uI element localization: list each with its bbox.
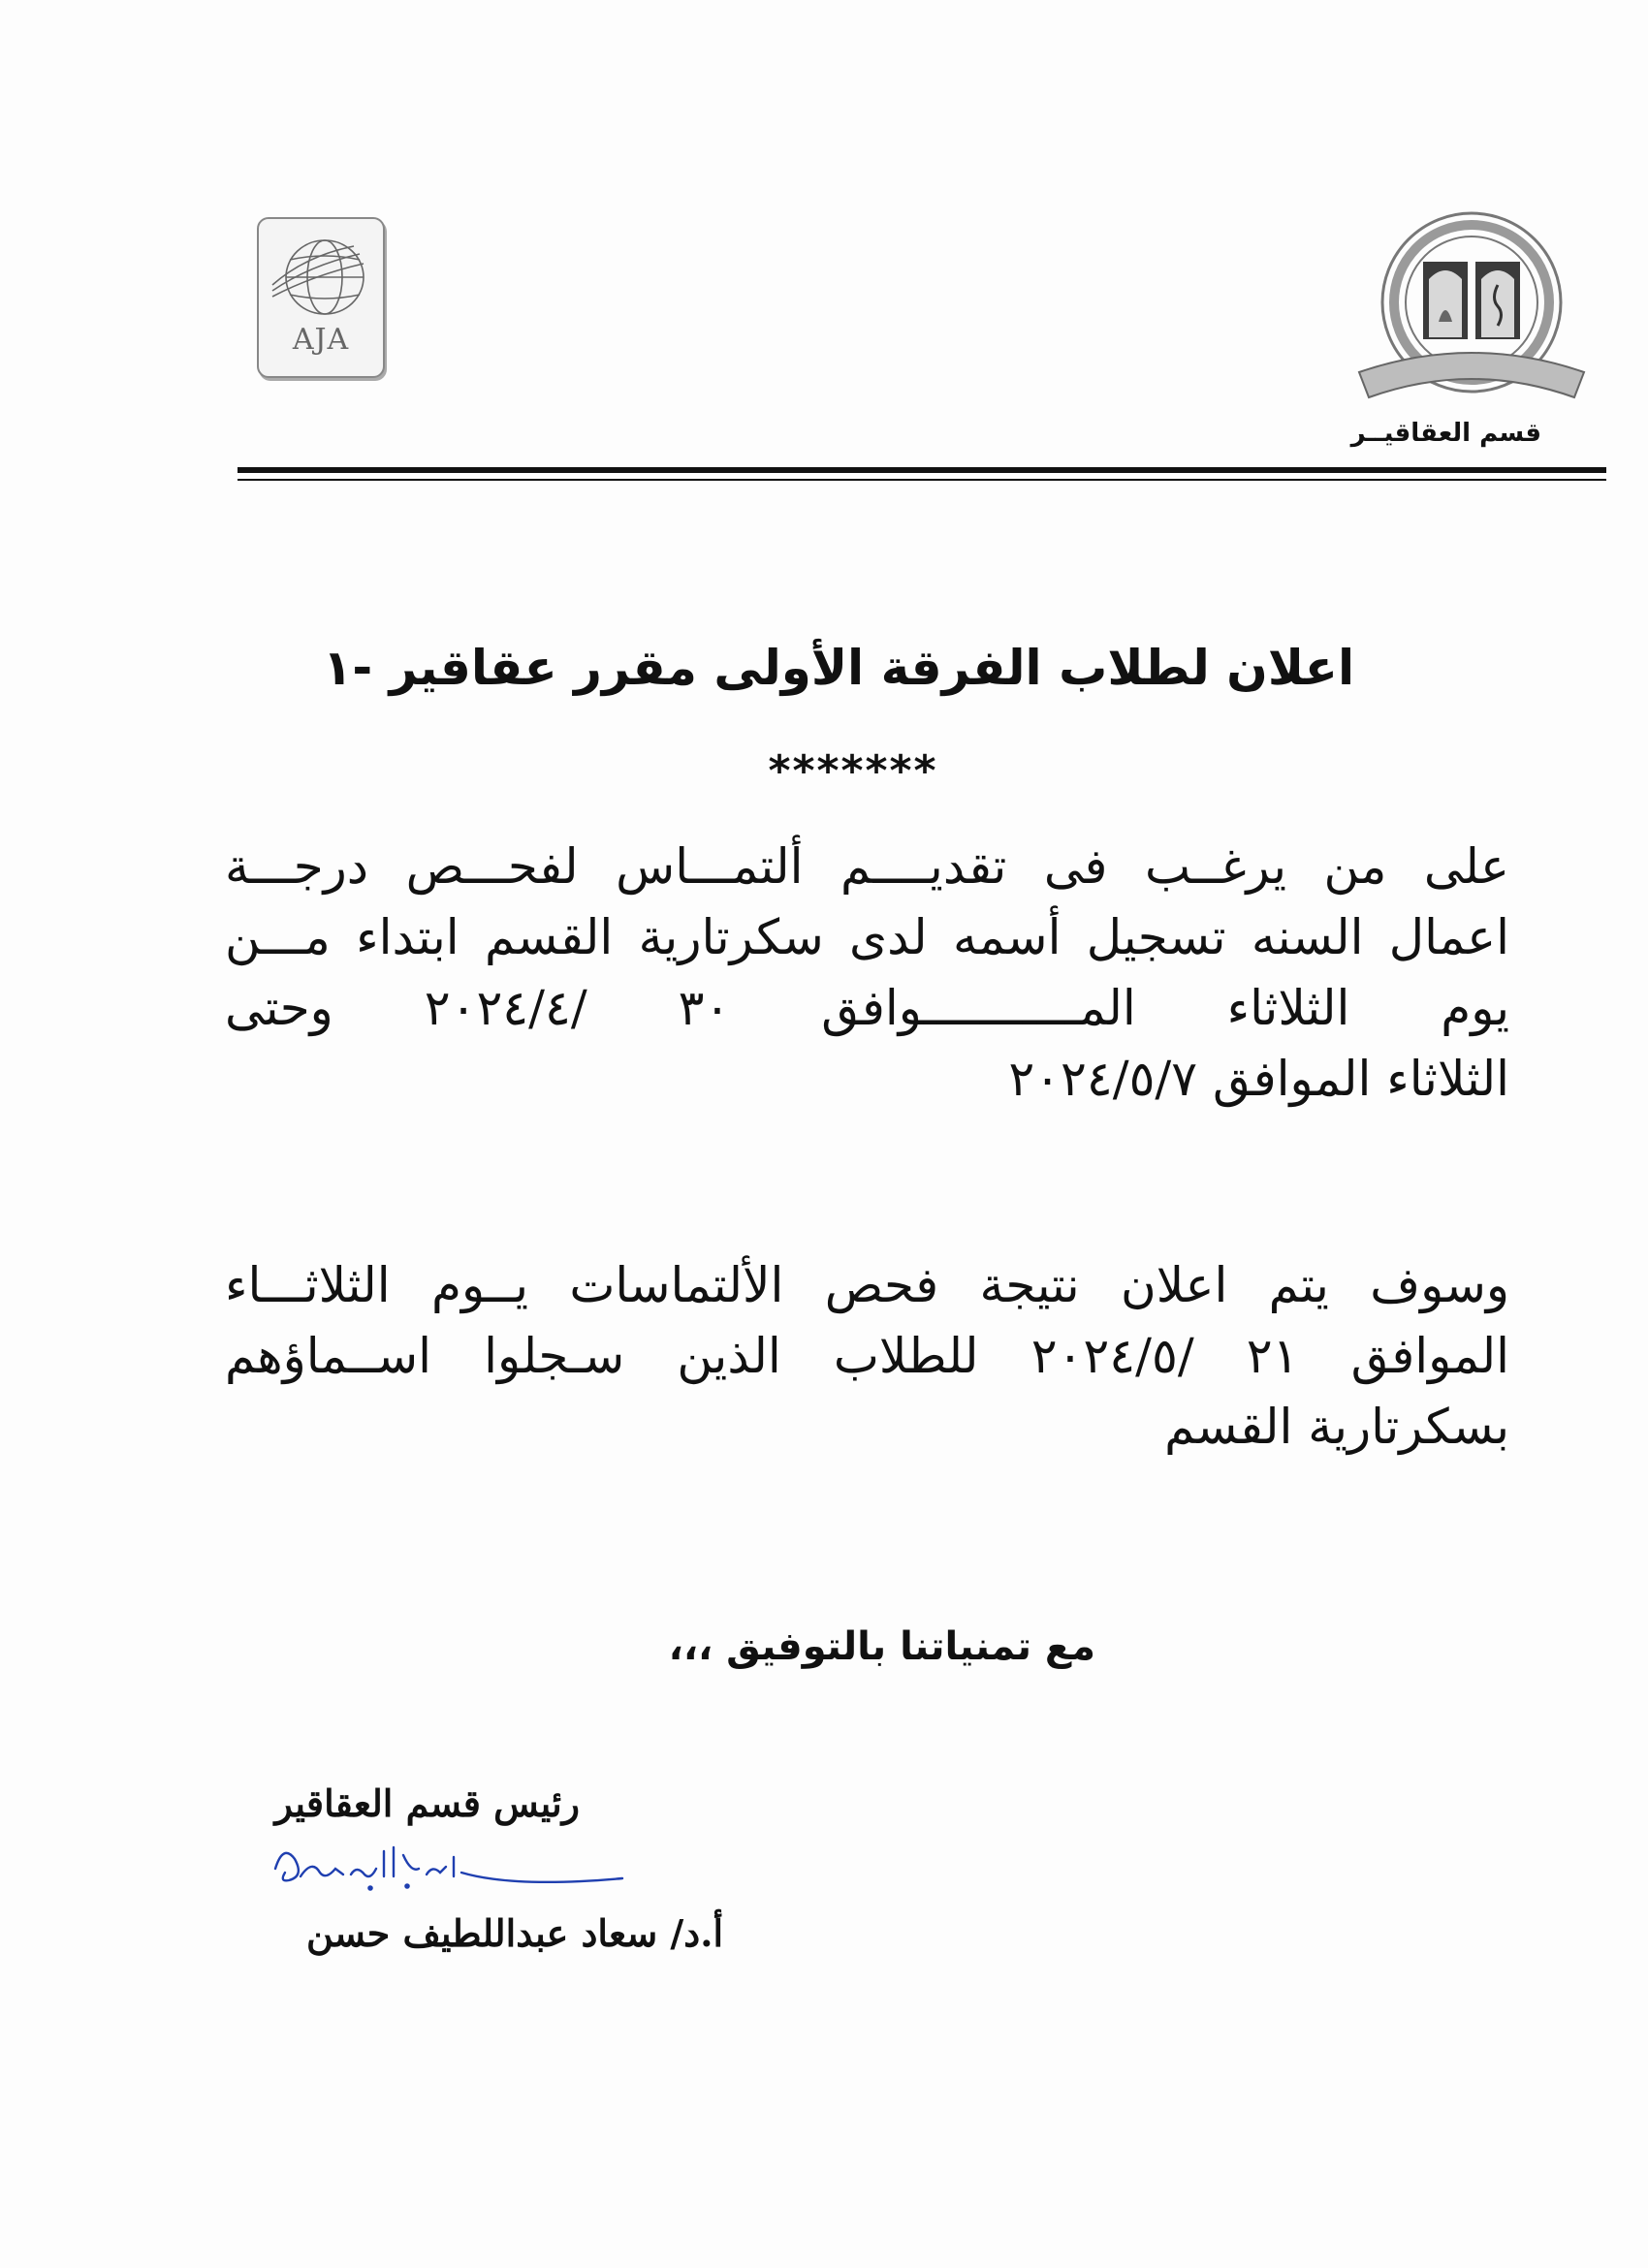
announcement-title: اعلان لطلاب الفرقة الأولى مقرر عقاقير -١ [322,640,1355,696]
paragraph-line: الثلاثاء الموافق ٢٠٢٤/٥/٧ [1008,1051,1509,1107]
university-seal-icon [1355,205,1586,417]
paragraph-registration [225,832,1509,1115]
handwritten-signature [262,1830,630,1917]
closing-wishes: مع تمنياتنا بالتوفيق ،،، [668,1624,1095,1669]
separator-stars: ******* [768,746,938,796]
aja-logo [257,217,385,378]
aja-logo-text: AJA [292,323,350,357]
header-rule [238,467,1606,473]
header-rule-thin [238,479,1606,481]
paragraph-line: يوم الثلاثاء المـــــــــــوافق ٣٠ /٢٠٢٤/٤ وحتى [225,980,1509,1036]
paragraph-line: على من يرغــب فى تقديــــم ألتمـــاس لفحـــص درجـــة [225,838,1509,895]
department-label: قسم العقاقيــر [1350,419,1541,448]
paragraph-line: اعمال السنه تسجيل أسمه لدى سكرتارية القسم ابتداء مـــن [225,909,1509,965]
signatory-title: رئيس قسم العقاقير [274,1781,580,1825]
paragraph-line: بسكرتارية القسم [1164,1399,1509,1455]
paragraph-line: الموافق ٢١ /٢٠٢٤/٥ للطلاب الذين سـجلوا اســماؤهم [225,1328,1509,1384]
signatory-name: أ.د/ سعاد عبداللطيف حسن [305,1911,723,1955]
paragraph-line: وسوف يتم اعلان نتيجة فحص الألتماسات يــوم الثلاثـــاء [225,1257,1509,1313]
paragraph-results [225,1250,1509,1463]
globe-icon [267,227,375,324]
